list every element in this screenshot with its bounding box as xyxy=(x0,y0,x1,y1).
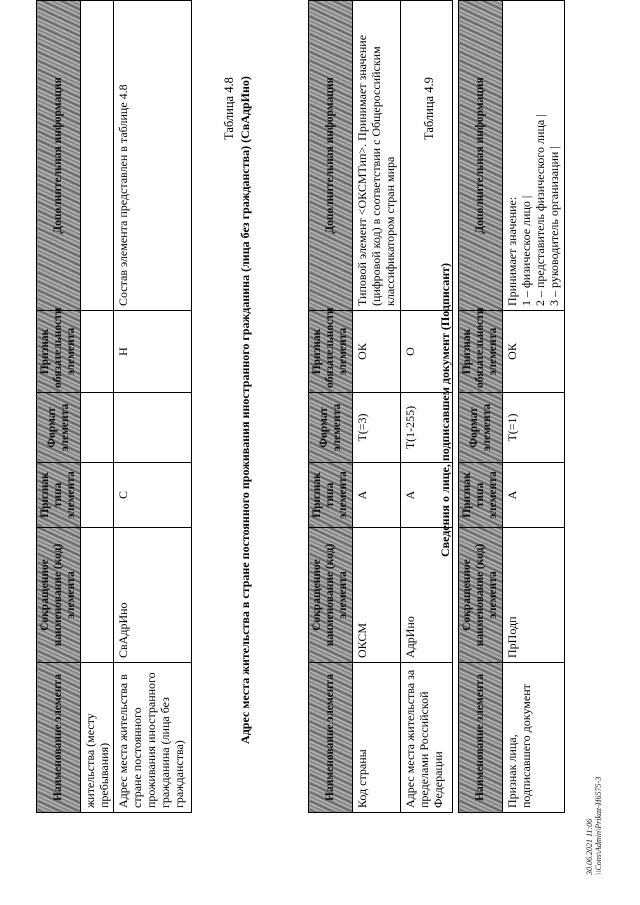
table-row xyxy=(353,1,401,813)
table-row xyxy=(503,1,565,813)
header-format: Формат элемента xyxy=(309,393,353,463)
footer-path: \\Cons\Admin\Prikaz-И6575-3 xyxy=(594,776,603,875)
table-header-row xyxy=(459,1,503,813)
table-caption: Адрес места жительства в стране постоянного проживания иностранного гражданина (лица без гражданства) (СвАдрИно) xyxy=(238,76,252,744)
table-number: Таблица 4.8 xyxy=(222,77,236,140)
cell xyxy=(114,393,192,463)
table-number: Таблица 4.9 xyxy=(422,77,436,140)
header-format: Формат элемента xyxy=(37,393,81,463)
cell: Адрес места жительства в стране постоянного проживания иностранного гражданина (лица без гражданства) xyxy=(114,663,192,813)
table-row xyxy=(114,1,192,813)
cell: Состав элемента представлен в таблице 4.8 xyxy=(114,1,192,311)
header-code: Сокращенное наименование (код) элемента xyxy=(37,528,81,663)
table-header-row xyxy=(37,1,81,813)
cell: T(=1) xyxy=(503,393,565,463)
cell xyxy=(81,528,114,663)
table-continuation xyxy=(36,0,192,813)
cell: СвАдрИно xyxy=(114,528,192,663)
cell xyxy=(81,463,114,528)
table-row xyxy=(81,1,114,813)
cell: ПрПодп xyxy=(503,528,565,663)
header-info: Дополнительная информация xyxy=(459,1,503,311)
header-type: Признак типа элемента xyxy=(459,463,503,528)
cell xyxy=(81,311,114,393)
header-format: Формат элемента xyxy=(459,393,503,463)
header-mandatory: Признак обязательности элемента xyxy=(459,311,503,393)
cell: А xyxy=(353,463,401,528)
table-caption: Сведения о лице, подписавшем документ (Подписант) xyxy=(438,262,452,558)
header-mandatory: Признак обязательности элемента xyxy=(37,311,81,393)
cell: Код страны xyxy=(353,663,401,813)
cell: Принимает значение: 1 – физическое лицо | 2 – представитель физического лица | 3 – руководитель организации | xyxy=(503,1,565,311)
header-type: Признак типа элемента xyxy=(37,463,81,528)
header-type: Признак типа элемента xyxy=(309,463,353,528)
cell: T(=3) xyxy=(353,393,401,463)
cell: А xyxy=(503,463,565,528)
cell: T(1-255) xyxy=(401,393,453,463)
cell xyxy=(81,1,114,311)
table-header-row xyxy=(309,1,353,813)
header-name: Наименование элемента xyxy=(459,663,503,813)
header-code: Сокращенное наименование (код) элемента xyxy=(459,528,503,663)
cell: Признак лица, подписавшего документ xyxy=(503,663,565,813)
cell: Н xyxy=(114,311,192,393)
header-info: Дополнительная информация xyxy=(309,1,353,311)
footer-stamp xyxy=(585,777,603,875)
header-name: Наименование элемента xyxy=(309,663,353,813)
cell: С xyxy=(114,463,192,528)
table-4-9 xyxy=(458,0,565,813)
footer-date: 30.06.2021 11:06 xyxy=(585,818,594,875)
cell: ОК xyxy=(503,311,565,393)
cell: жительства (месту пребывания) xyxy=(81,663,114,813)
cell xyxy=(81,393,114,463)
cell: А xyxy=(401,463,453,528)
cell: ОКСМ xyxy=(353,528,401,663)
header-mandatory: Признак обязательности элемента xyxy=(309,311,353,393)
header-info: Дополнительная информация xyxy=(37,1,81,311)
cell: Адрес места жительства за пределами Российской Федерации xyxy=(401,663,453,813)
cell: АдрИно xyxy=(401,528,453,663)
cell: Типовой элемент <ОКСМТип>. Принимает значение (цифровой код) в соответствии с Общероссийским классификатором стран мира xyxy=(353,1,401,311)
cell: О xyxy=(401,311,453,393)
header-name: Наименование элемента xyxy=(37,663,81,813)
header-code: Сокращенное наименование (код) элемента xyxy=(309,528,353,663)
cell: ОК xyxy=(353,311,401,393)
